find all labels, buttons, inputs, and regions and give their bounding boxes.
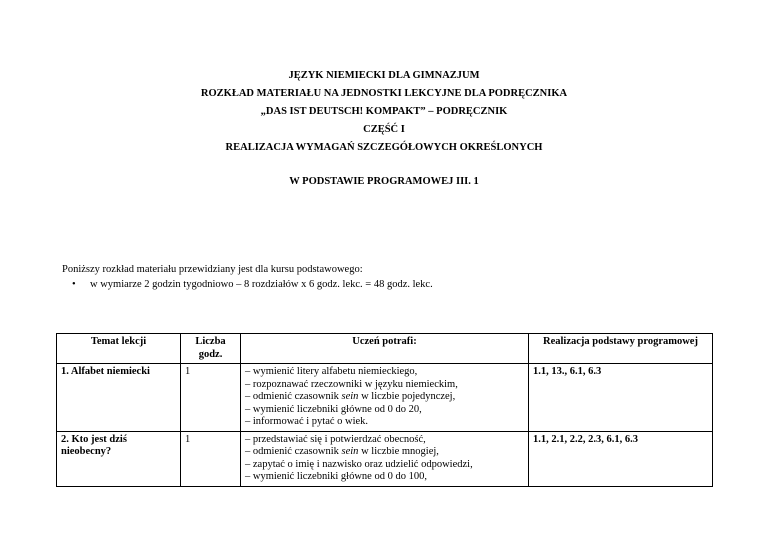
table-header-row	[57, 334, 713, 364]
intro-text: Poniższy rozkład materiału przewidziany jest dla kursu podstawowego:	[62, 264, 363, 275]
intro-bullet-text: w wymiarze 2 godzin tygodniowo – 8 rozdziałów x 6 godz. lekc. = 48 godz. lekc.	[90, 279, 433, 290]
intro-bullet	[72, 278, 433, 291]
skill-item: – odmienić czasownik sein w liczbie pojedynczej,	[245, 391, 456, 402]
skill-item: – wymienić liczebniki główne od 0 do 100,	[245, 471, 427, 482]
header-hours: Liczba godz.	[181, 334, 241, 364]
header-skills: Uczeń potrafi:	[241, 334, 529, 364]
bullet-icon: •	[72, 279, 76, 290]
lesson-skills	[241, 364, 529, 432]
lesson-skills	[241, 431, 529, 486]
table-row	[57, 364, 713, 432]
lesson-hours: 1	[181, 364, 241, 432]
doc-subtitle: ROZKŁAD MATERIAŁU NA JEDNOSTKI LEKCYJNE DLA PODRĘCZNIKA	[200, 88, 568, 99]
skill-item: – wymienić liczebniki główne od 0 do 20,	[245, 403, 422, 415]
skill-item: – rozpoznawać rzeczowniki w języku niemieckim,	[245, 378, 458, 390]
skill-item: – przedstawiać się i potwierdzać obecność,	[245, 433, 426, 445]
textbook-name: „DAS IST DEUTSCH! KOMPAKT” – PODRĘCZNIK	[260, 106, 508, 117]
lesson-topic: 2. Kto jest dziś nieobecny?	[57, 431, 181, 486]
lesson-realization: 1.1, 2.1, 2.2, 2.3, 6.1, 6.3	[529, 431, 713, 486]
lesson-hours: 1	[181, 431, 241, 486]
table-row	[57, 431, 713, 486]
skill-item: – odmienić czasownik sein w liczbie mnogiej,	[245, 446, 439, 457]
skill-item: – informować i pytać o wiek.	[245, 416, 369, 427]
curriculum-heading: W PODSTAWIE PROGRAMOWEJ III. 1	[289, 176, 479, 187]
doc-title: JĘZYK NIEMIECKI DLA GIMNAZJUM	[288, 70, 480, 81]
lesson-plan-table	[56, 333, 713, 487]
lesson-topic: 1. Alfabet niemiecki	[57, 364, 181, 432]
header-topic: Temat lekcji	[57, 334, 181, 364]
requirements-heading: REALIZACJA WYMAGAŃ SZCZEGÓŁOWYCH OKREŚLONYCH	[225, 142, 543, 153]
part-label: CZĘŚĆ I	[363, 124, 405, 135]
header-realization: Realizacja podstawy programowej	[529, 334, 713, 364]
skill-item: – wymienić litery alfabetu niemieckiego,	[245, 366, 418, 377]
lesson-realization: 1.1, 13., 6.1, 6.3	[529, 364, 713, 432]
skill-item: – zapytać o imię i nazwisko oraz udzielić odpowiedzi,	[245, 458, 473, 470]
